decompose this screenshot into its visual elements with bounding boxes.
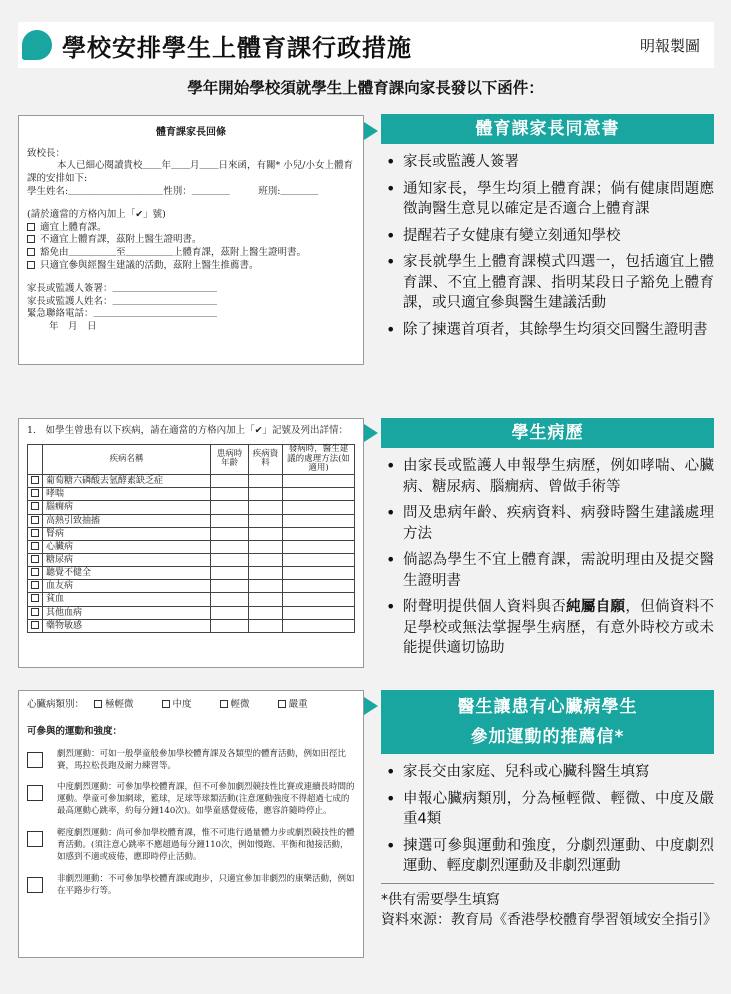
- checkbox-icon: [27, 752, 43, 768]
- slip-sign-line: 家長或監護人簽署：＿＿＿＿＿＿＿＿＿＿＿: [27, 282, 218, 294]
- table-header: 發病時，醫生建議的處理方法(如適用): [283, 444, 355, 474]
- table-row: [28, 606, 355, 619]
- category-option: 中度: [162, 699, 192, 712]
- slip-to: 致校長：: [27, 147, 66, 159]
- table-header: 患病時年齡: [211, 444, 249, 474]
- list-item: • 家長或監護人簽署: [381, 152, 714, 173]
- page-title: 學校安排學生上體育課行政措施: [62, 32, 412, 62]
- slip-instruction: (請於適當的方格內加上「✔」號): [27, 208, 166, 220]
- checkbox-icon: [31, 621, 39, 629]
- checkbox-icon: [31, 516, 39, 524]
- table-row: [28, 567, 355, 580]
- credit: 明報製圖: [639, 36, 700, 55]
- checkbox-icon: [31, 608, 39, 616]
- checkbox-icon: [27, 785, 43, 801]
- bullet-list: [381, 456, 714, 659]
- footnote: *供有需要學生填寫: [381, 891, 500, 908]
- table-row: [28, 619, 355, 632]
- table-row: [28, 514, 355, 527]
- list-item: • 揀選可參與運動和強度，分劇烈運動、中度劇烈運動、輕度劇烈運動及非劇烈運動: [381, 836, 714, 877]
- section-history: [381, 418, 714, 665]
- disease-name: 藥物敏感: [43, 619, 211, 632]
- heart-form-image: [18, 690, 364, 958]
- subtitle: 學年開始學校須就學生上體育課向家長發以下函件：: [187, 79, 544, 97]
- checkbox-icon: [31, 489, 39, 497]
- slip-option: 不適宜上體育課，茲附上醫生證明書。: [27, 234, 355, 247]
- disease-name: 其他血病: [43, 606, 211, 619]
- section-consent: [381, 114, 714, 346]
- slip-title: 體育課家長回條: [156, 127, 226, 138]
- list-item: • 倘認為學生不宜上體育課，需說明理由及提交醫生證明書: [381, 550, 714, 591]
- list-item: • 通知家長，學生均須上體育課；倘有健康問題應徵詢醫生意見以確定是否適合上體育課: [381, 179, 714, 220]
- list-item: • 家長就學生上體育課模式四選一，包括適宜上體育課、不宜上體育課、指明某段日子豁免上體育課，或只適宜參與醫生建議活動: [381, 252, 714, 314]
- disease-name: 貧血: [43, 593, 211, 606]
- checkbox-icon: [27, 223, 35, 231]
- medical-history-image: [18, 418, 364, 668]
- category-row: [27, 699, 355, 712]
- consent-slip-image: [18, 115, 364, 365]
- activity-item: 輕度劇烈運動：尚可參加學校體育課，惟不可進行過量體力步或劇烈競技性的體育活動。(須注意心跳率不應超過每分鐘110次，例如慢跑、平衡和拋接活動，如感到不適或疲倦，應即時停止活動。: [27, 828, 355, 864]
- slip-sign-line: 家長或監護人姓名：＿＿＿＿＿＿＿＿＿＿＿: [27, 295, 218, 307]
- section-title: [381, 690, 714, 754]
- activity-item: 非劇烈運動：不可參加學校體育課或跑步，只適宜參加非劇烈的康樂活動，例如在平路步行等。: [27, 874, 355, 898]
- section-title: 學生病歷: [381, 418, 714, 448]
- list-item: • 家長交由家庭、兒科或心臟科醫生填寫: [381, 762, 714, 783]
- slip-date: 年 月 日: [49, 321, 97, 333]
- table-row: [28, 553, 355, 566]
- disease-name: 高熱引致抽搐: [43, 514, 211, 527]
- checkbox-icon: [31, 594, 39, 602]
- emphasis: 純屬自願: [566, 599, 626, 615]
- bullet-list: [381, 762, 714, 877]
- category-option: 極輕微: [94, 699, 134, 712]
- section-title: 體育課家長同意書: [381, 114, 714, 144]
- checkbox-icon: [27, 235, 35, 243]
- bullet-list: [381, 152, 714, 340]
- checkbox-icon: [220, 700, 228, 708]
- checkbox-icon: [31, 568, 39, 576]
- slip-body: 本人已細心閱讀貴校＿＿年＿＿月＿＿日來函，有關* 小兒/小女上體育課的安排如下:: [27, 160, 353, 185]
- arrow-icon: [364, 697, 378, 715]
- activity-item: 中度劇烈運動：可參加學校體育課，但不可參加劇烈競技性比賽或連續長時間的運動。學童可參加網球，籃球，足球等球類活動(注意運動強度不得超過七成的最高運動心跳率，約每分鐘140次)。如學童感覺疲倦，應容許隨時停止。: [27, 782, 355, 818]
- list-item: • 除了揀選首項者，其餘學生均須交回醫生證明書: [381, 320, 714, 341]
- disease-name: 葡萄糖六磷酸去氫酵素缺乏症: [43, 475, 211, 488]
- category-option: 輕微: [220, 699, 250, 712]
- table-row: [28, 580, 355, 593]
- category-option: 嚴重: [278, 699, 308, 712]
- list-item: • 附聲明提供個人資料與否純屬自願，但倘資料不足學校或無法掌握學生病歷，有意外時校方或未能提供適切協助: [381, 597, 714, 659]
- disease-name: 哮喘: [43, 488, 211, 501]
- checkbox-icon: [27, 877, 43, 893]
- list-item: • 問及患病年齡、疾病資料、病發時醫生建議處理方法: [381, 503, 714, 544]
- slip-option: 豁免由＿＿＿＿＿至＿＿＿＿＿上體育課，茲附上醫生證明書。: [27, 247, 355, 260]
- checkbox-icon: [162, 700, 170, 708]
- section-heart: [381, 690, 717, 930]
- slip-sign-line: 緊急聯絡電話：＿＿＿＿＿＿＿＿＿＿＿＿＿: [27, 308, 218, 320]
- history-intro: 1. 如學生曾患有以下疾病，請在適當的方格內加上「✔」記號及列出詳情：: [27, 425, 349, 436]
- section-title-line: 參加運動的推薦信*: [470, 727, 625, 747]
- checkbox-icon: [31, 502, 39, 510]
- disease-name: 心臟病: [43, 540, 211, 553]
- checkbox-icon: [27, 261, 35, 269]
- slip-option: 適宜上體育課。: [27, 222, 355, 235]
- checkbox-icon: [31, 581, 39, 589]
- checkbox-icon: [27, 248, 35, 256]
- strength-label: 可參與的運動和強度：: [27, 725, 123, 737]
- arrow-icon: [364, 424, 378, 442]
- table-row: [28, 593, 355, 606]
- list-item: • 提醒若子女健康有變立刻通知學校: [381, 226, 714, 247]
- disease-table: [27, 444, 355, 633]
- header-blob-icon: [22, 30, 52, 60]
- table-row: [28, 527, 355, 540]
- table-row: [28, 501, 355, 514]
- checkbox-icon: [278, 700, 286, 708]
- slip-option: 只適宜參與經醫生建議的活動，茲附上醫生推薦書。: [27, 260, 355, 273]
- disease-name: 血友病: [43, 580, 211, 593]
- checkbox-icon: [94, 700, 102, 708]
- table-header: 疾病名稱: [43, 444, 211, 474]
- disease-name: 腎病: [43, 527, 211, 540]
- divider: [381, 883, 714, 884]
- disease-name: 糖尿病: [43, 553, 211, 566]
- table-row: [28, 488, 355, 501]
- arrow-icon: [364, 122, 378, 140]
- activity-item: 劇烈運動：可如一般學童般參加學校體育課及各類型的體育活動，例如田徑比賽，馬拉松長跑及耐力練習等。: [27, 749, 355, 773]
- checkbox-icon: [31, 542, 39, 550]
- section-title-line: 醫生讓患有心臟病學生: [457, 697, 638, 717]
- category-label: 心臟病類別：: [27, 699, 85, 710]
- table-row: [28, 475, 355, 488]
- checkbox-icon: [27, 831, 43, 847]
- disease-name: 聽覺不健全: [43, 567, 211, 580]
- table-row: [28, 540, 355, 553]
- list-item: • 由家長或監護人申報學生病歷，例如哮喘、心臟病、糖尿病、腦癇病、曾做手術等: [381, 456, 714, 497]
- list-item: • 申報心臟病類別，分為極輕微、輕微、中度及嚴重4類: [381, 789, 714, 830]
- checkbox-icon: [31, 529, 39, 537]
- table-header: 疾病資料: [249, 444, 283, 474]
- header: [18, 22, 714, 68]
- checkbox-icon: [31, 555, 39, 563]
- checkbox-icon: [31, 476, 39, 484]
- disease-name: 腦癇病: [43, 501, 211, 514]
- source: 資料來源：教育局《香港學校體育學習領域安全指引》: [381, 911, 717, 928]
- slip-name-line: 學生姓名:＿＿＿＿＿＿＿＿＿＿性別：＿＿＿＿ 班別:＿＿＿＿: [27, 185, 319, 197]
